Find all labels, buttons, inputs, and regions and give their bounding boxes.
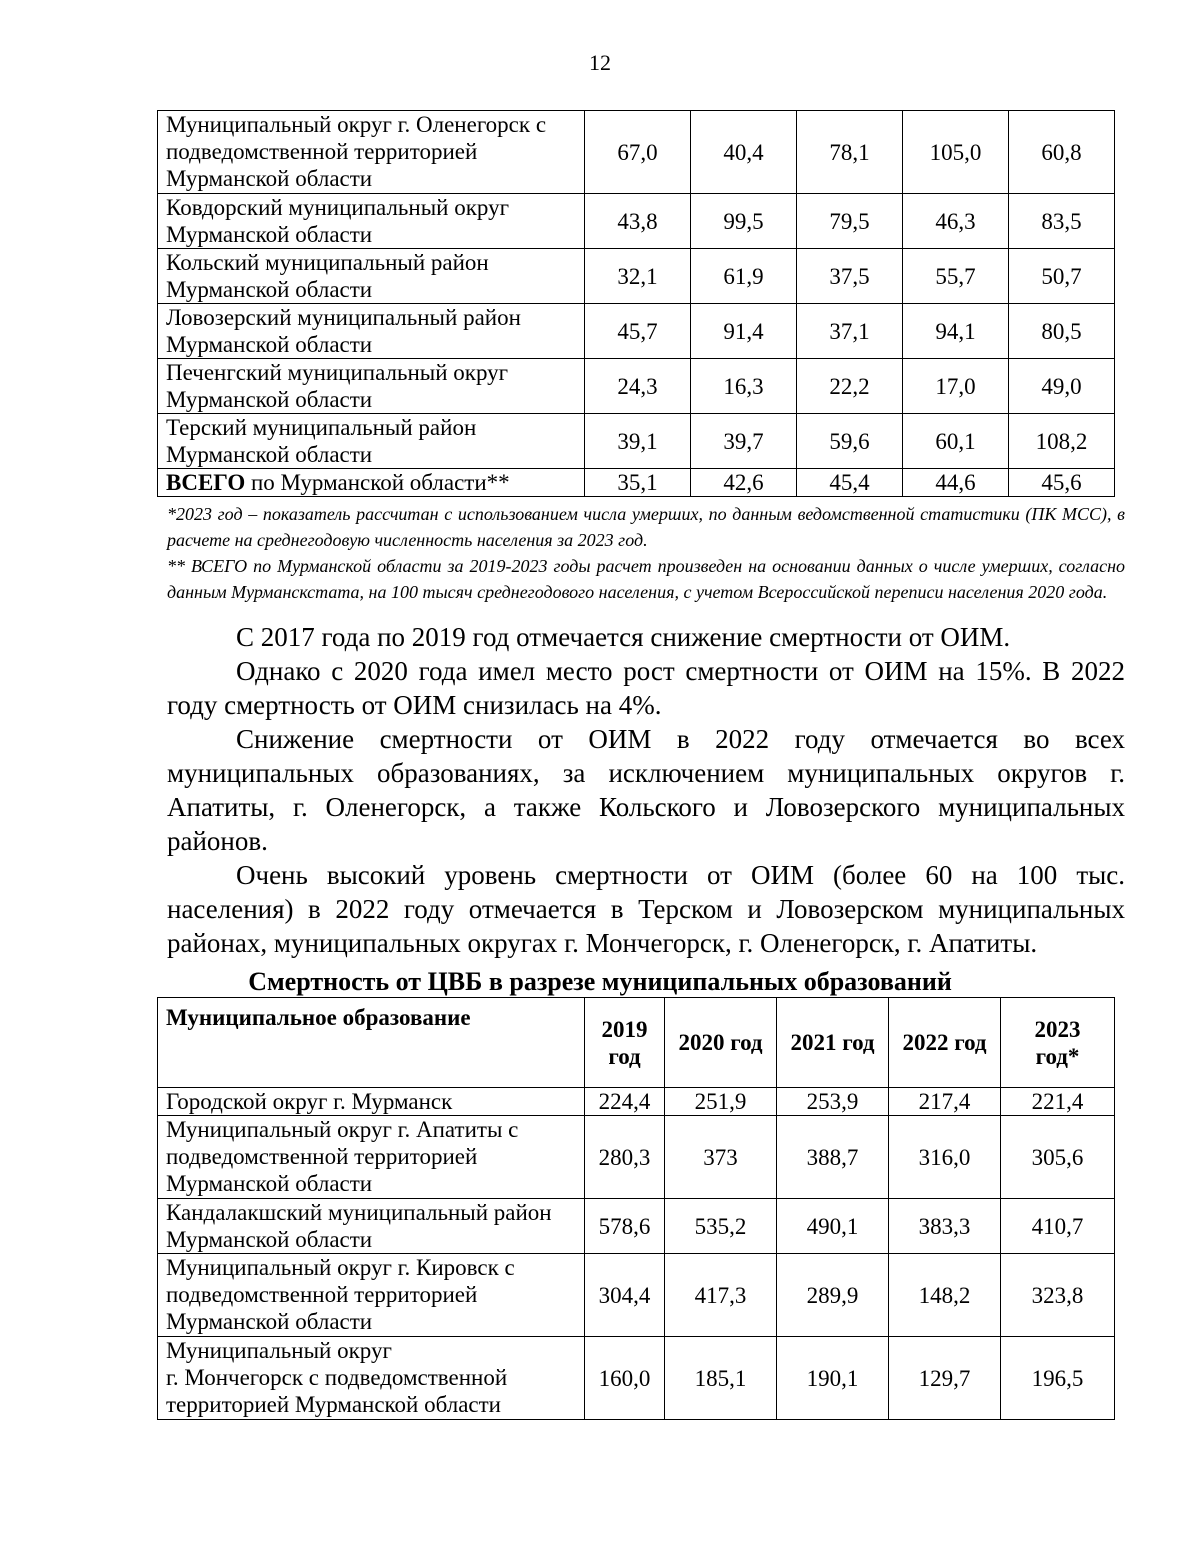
header-municipality: Муниципальное образование <box>158 998 585 1088</box>
value-cell: 253,9 <box>777 1088 889 1116</box>
value-cell: 79,5 <box>797 194 903 249</box>
value-cell: 17,0 <box>903 359 1009 414</box>
header-year <box>665 998 777 1088</box>
value-cell: 160,0 <box>585 1337 665 1420</box>
total-rest: по Мурманской области** <box>245 470 510 495</box>
value-cell: 280,3 <box>585 1116 665 1199</box>
value-cell: 43,8 <box>585 194 691 249</box>
municipality-name <box>158 304 585 359</box>
name-line: Мурманской области <box>166 387 373 412</box>
value-cell: 24,3 <box>585 359 691 414</box>
value-cell: 49,0 <box>1009 359 1115 414</box>
value-cell: 83,5 <box>1009 194 1115 249</box>
value-cell: 304,4 <box>585 1254 665 1337</box>
header-line: 2020 год <box>678 1030 763 1055</box>
mortality-oim-table-continued <box>157 110 1115 497</box>
value-cell: 42,6 <box>691 469 797 497</box>
value-cell: 60,1 <box>903 414 1009 469</box>
name-line: подведомственной территорией <box>166 1282 478 1307</box>
table-row <box>158 194 1115 249</box>
municipality-name <box>158 1199 585 1254</box>
paragraph: Очень высокий уровень смертности от ОИМ (более 60 на 100 тыс. населения) в 2022 году отмечается в Терском и Ловозерском муниципальных районах, муниципальных округах г. Мончегорск, г. Оленегорск, г. Апатиты. <box>167 860 1125 958</box>
table-row <box>158 304 1115 359</box>
header-year <box>777 998 889 1088</box>
header-line: 2023 <box>1034 1016 1081 1042</box>
value-cell: 105,0 <box>903 111 1009 194</box>
value-cell: 45,6 <box>1009 469 1115 497</box>
header-year <box>1001 998 1115 1088</box>
value-cell: 490,1 <box>777 1199 889 1254</box>
value-cell: 94,1 <box>903 304 1009 359</box>
municipality-name <box>158 1337 585 1420</box>
value-cell: 251,9 <box>665 1088 777 1116</box>
value-cell: 373 <box>665 1116 777 1199</box>
table-title: Смертность от ЦВБ в разрезе муниципальных образований <box>248 967 952 996</box>
paragraph: С 2017 года по 2019 год отмечается снижение смертности от ОИМ. <box>236 622 1011 652</box>
name-line: Кандалакшский муниципальный район <box>166 1200 552 1225</box>
name-line: территорией Мурманской области <box>166 1392 501 1417</box>
paragraph: Однако с 2020 года имел место рост смертности от ОИМ на 15%. В 2022 году смертность от ОИМ снизилась на 4%. <box>167 656 1125 720</box>
value-cell: 37,1 <box>797 304 903 359</box>
value-cell: 316,0 <box>889 1116 1001 1199</box>
value-cell: 91,4 <box>691 304 797 359</box>
name-line: Мурманской области <box>166 1309 373 1334</box>
table-row <box>158 1254 1115 1337</box>
value-cell: 108,2 <box>1009 414 1115 469</box>
value-cell: 67,0 <box>585 111 691 194</box>
municipality-name <box>158 111 585 194</box>
municipality-name <box>158 1254 585 1337</box>
name-line: Ловозерский муниципальный район <box>166 305 521 330</box>
page-number: 12 <box>589 50 611 75</box>
value-cell: 39,1 <box>585 414 691 469</box>
value-cell: 224,4 <box>585 1088 665 1116</box>
value-cell: 148,2 <box>889 1254 1001 1337</box>
name-line: Муниципальный округ <box>166 1338 392 1363</box>
value-cell: 185,1 <box>665 1337 777 1420</box>
header-line: год <box>608 1043 641 1069</box>
value-cell: 37,5 <box>797 249 903 304</box>
name-line: подведомственной территорией <box>166 139 478 164</box>
value-cell: 196,5 <box>1001 1337 1115 1420</box>
value-cell: 61,9 <box>691 249 797 304</box>
value-cell: 410,7 <box>1001 1199 1115 1254</box>
value-cell: 40,4 <box>691 111 797 194</box>
header-line: 2021 год <box>790 1030 875 1055</box>
municipality-name <box>158 1116 585 1199</box>
table-row <box>158 1199 1115 1254</box>
value-cell: 59,6 <box>797 414 903 469</box>
municipality-name <box>158 1088 585 1116</box>
value-cell: 39,7 <box>691 414 797 469</box>
table-row <box>158 359 1115 414</box>
value-cell: 46,3 <box>903 194 1009 249</box>
name-line: Ковдорский муниципальный округ <box>166 195 510 220</box>
value-cell: 80,5 <box>1009 304 1115 359</box>
paragraph: Снижение смертности от ОИМ в 2022 году отмечается во всех муниципальных образованиях, за исключением муниципальных округов г. Апатиты, г. Оленегорск, а также Кольского и Ловозерского муниципальных районов. <box>167 724 1125 856</box>
municipality-name <box>158 249 585 304</box>
name-line: Мурманской области <box>166 166 373 191</box>
municipality-name <box>158 414 585 469</box>
header-line: 2019 <box>601 1016 648 1042</box>
name-line: Мурманской области <box>166 222 373 247</box>
table-row <box>158 249 1115 304</box>
value-cell: 78,1 <box>797 111 903 194</box>
value-cell: 221,4 <box>1001 1088 1115 1116</box>
name-line: Муниципальный округ г. Оленегорск с <box>166 112 547 137</box>
value-cell: 50,7 <box>1009 249 1115 304</box>
value-cell: 289,9 <box>777 1254 889 1337</box>
name-line: Городской округ г. Мурманск <box>166 1089 453 1114</box>
name-line: Терский муниципальный район <box>166 415 477 440</box>
value-cell: 129,7 <box>889 1337 1001 1420</box>
value-cell: 45,7 <box>585 304 691 359</box>
table-row <box>158 414 1115 469</box>
footnote-2023: *2023 год – показатель рассчитан с использованием числа умерших, по данным ведомственной статистики (ПК МСС), в расчете на среднегодовую численность населения за 2023 год. <box>167 504 1125 550</box>
value-cell: 417,3 <box>665 1254 777 1337</box>
total-label <box>158 469 585 497</box>
name-line: Мурманской области <box>166 332 373 357</box>
header-year <box>889 998 1001 1088</box>
value-cell: 305,6 <box>1001 1116 1115 1199</box>
name-line: Мурманской области <box>166 277 373 302</box>
name-line: Мурманской области <box>166 442 373 467</box>
value-cell: 388,7 <box>777 1116 889 1199</box>
value-cell: 35,1 <box>585 469 691 497</box>
total-row <box>158 469 1115 497</box>
name-line: г. Мончегорск с подведомственной <box>166 1365 508 1390</box>
mortality-cvb-table <box>157 997 1115 1420</box>
header-year <box>585 998 665 1088</box>
value-cell: 99,5 <box>691 194 797 249</box>
value-cell: 383,3 <box>889 1199 1001 1254</box>
value-cell: 32,1 <box>585 249 691 304</box>
value-cell: 578,6 <box>585 1199 665 1254</box>
header-row <box>158 998 1115 1088</box>
value-cell: 44,6 <box>903 469 1009 497</box>
name-line: Мурманской области <box>166 1171 373 1196</box>
value-cell: 535,2 <box>665 1199 777 1254</box>
total-bold: ВСЕГО <box>166 470 246 495</box>
name-line: Печенгский муниципальный округ <box>166 360 509 385</box>
value-cell: 217,4 <box>889 1088 1001 1116</box>
name-line: Мурманской области <box>166 1227 373 1252</box>
header-line: 2022 год <box>902 1030 987 1055</box>
body-text <box>167 620 1125 960</box>
table-row <box>158 111 1115 194</box>
name-line: подведомственной территорией <box>166 1144 478 1169</box>
table-footnotes <box>167 501 1125 605</box>
value-cell: 45,4 <box>797 469 903 497</box>
name-line: Муниципальный округ г. Апатиты с <box>166 1117 519 1142</box>
value-cell: 60,8 <box>1009 111 1115 194</box>
table-row <box>158 1088 1115 1116</box>
header-line: год* <box>1035 1043 1080 1069</box>
municipality-name <box>158 359 585 414</box>
value-cell: 190,1 <box>777 1337 889 1420</box>
value-cell: 323,8 <box>1001 1254 1115 1337</box>
value-cell: 22,2 <box>797 359 903 414</box>
name-line: Кольский муниципальный район <box>166 250 489 275</box>
value-cell: 16,3 <box>691 359 797 414</box>
name-line: Муниципальный округ г. Кировск с <box>166 1255 515 1280</box>
footnote-total: ** ВСЕГО по Мурманской области за 2019-2023 годы расчет произведен на основании данных о числе умерших, согласно данным Мурманскстата, на 100 тысяч среднегодового населения, с учетом Всероссийской переписи населения 2020 года. <box>167 556 1125 602</box>
value-cell: 55,7 <box>903 249 1009 304</box>
table-row <box>158 1116 1115 1199</box>
table-row <box>158 1337 1115 1420</box>
municipality-name <box>158 194 585 249</box>
